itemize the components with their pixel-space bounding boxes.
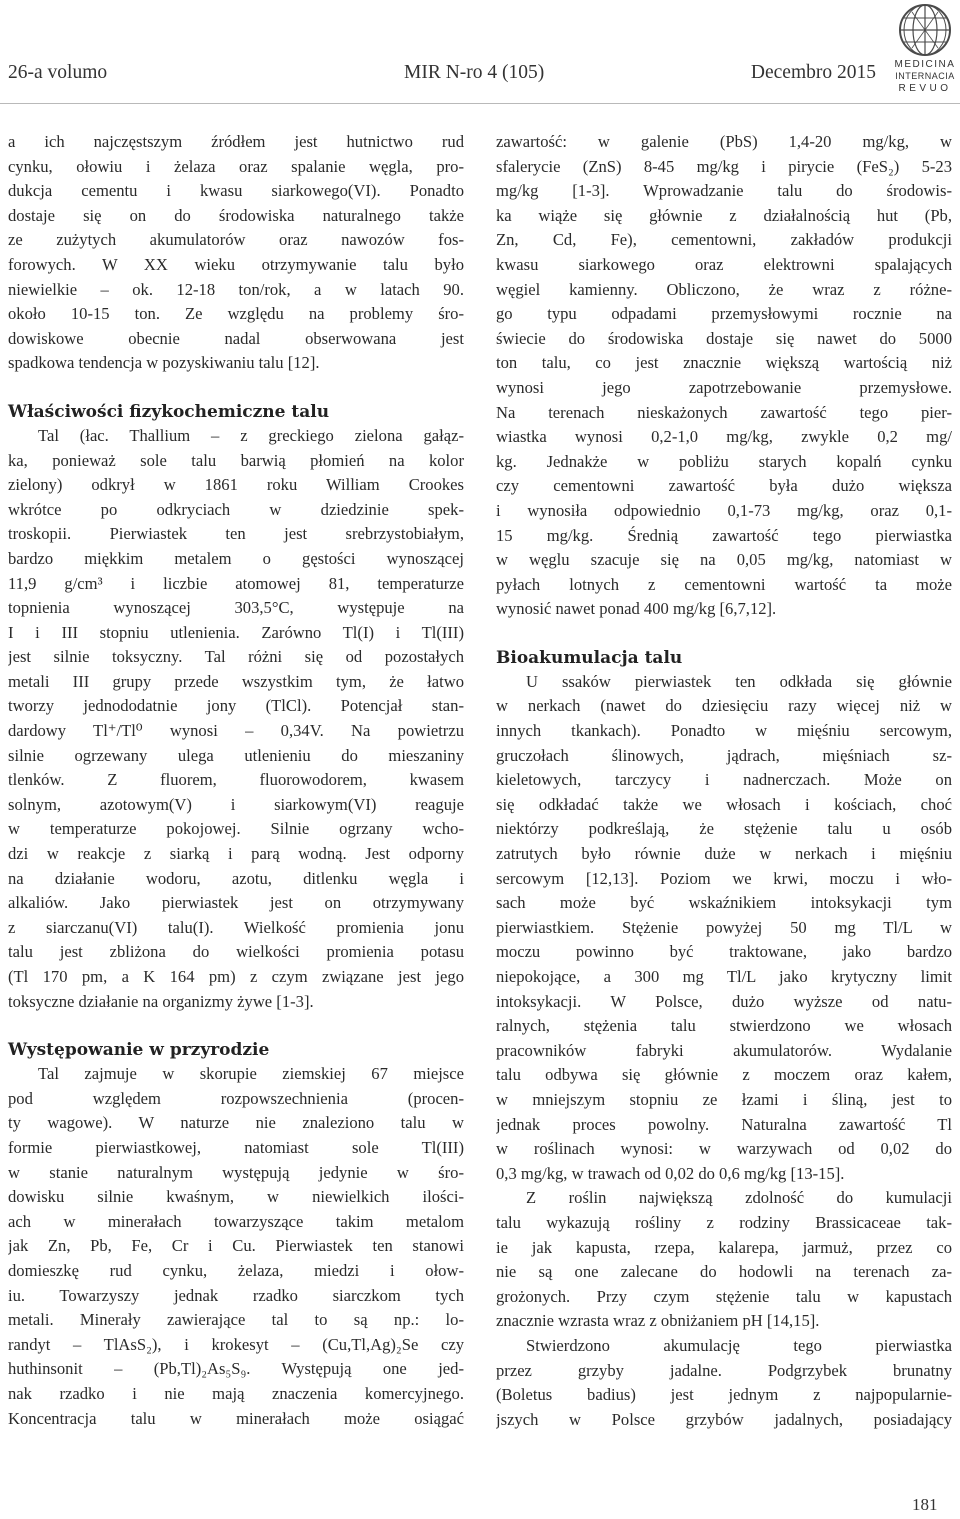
text-line: pod względem rozpowszechnienia (procen- bbox=[8, 1088, 464, 1108]
text-line: jednak proces powolny. Naturalna zawartość Tl bbox=[496, 1114, 952, 1134]
section-gap bbox=[496, 622, 952, 634]
text-line: Na terenach nieskażonych zawartość tego pier- bbox=[496, 402, 952, 422]
text-line: (Tl 170 pm, a K 164 pm) z czym związane jest jego bbox=[8, 967, 464, 986]
text-line: jak Zn, Pb, Fe, Cr i Cu. Pierwiastek ten stanowi bbox=[8, 1236, 464, 1256]
text-line: domieszkę rud cynku, żelaza, miedzi i ołow- bbox=[8, 1260, 464, 1280]
logo-line-3: REVUO bbox=[898, 83, 952, 94]
text-line: na działanie wodoru, azotu, ditlenku węgla i bbox=[8, 868, 464, 888]
text-line: formie pierwiastkowej, natomiast sole Tl(III) bbox=[8, 1137, 464, 1157]
text-line: się odkładać także we włosach i kościach, choć bbox=[496, 794, 952, 814]
text-line: bardzo miękkim metalem o gęstości wynoszącej bbox=[8, 548, 464, 568]
text-line: ton talu, co jest znacznie większą wartością niż bbox=[496, 353, 952, 373]
text-line: cynku, ołowiu i żelaza oraz spalanie węgla, pro- bbox=[8, 156, 464, 176]
text-line: dukcja cementu i kwasu siarkowego(VI). Ponadto bbox=[8, 181, 464, 201]
page-number: 181 bbox=[912, 1495, 938, 1514]
text-line: jest silnie toksyczny. Tal różni się od pozostałych bbox=[8, 647, 464, 667]
text-line: kieletowych, tarczycy i nadnerczach. Może on bbox=[496, 770, 952, 790]
text-line: Zn, Cd, Fe), cementowni, zakładów produkcji bbox=[496, 230, 952, 250]
text-line: talu wykazują rośliny z rodziny Brassicaceae tak- bbox=[496, 1212, 952, 1232]
date-label: Decembro 2015 bbox=[750, 62, 876, 83]
text-line: ka, ponieważ sole talu barwią płomień na kolor bbox=[8, 450, 464, 470]
text-line: Koncentracja talu w minerałach może osiągać bbox=[8, 1408, 464, 1428]
journal-logo bbox=[892, 2, 958, 100]
text-line: sercowym [12,13]. Poziom we krwi, moczu i wło- bbox=[496, 868, 952, 888]
text-line: niektórzy podkreślają, że stężenie talu u osób bbox=[496, 819, 952, 839]
text-line: (Boletus badius) jest jednym z najpopularnie- bbox=[496, 1385, 952, 1405]
text-line: huthinsonit – (Pb,Tl)₂As₅S₉. Występują one jed- bbox=[8, 1359, 464, 1379]
text-line: nak rzadko i nie mają znaczenia komercyjnego. bbox=[8, 1383, 464, 1403]
text-line: w nerkach (nawet do dziesięciu razy więcej niż w bbox=[496, 696, 952, 716]
text-line: Stwierdzono akumulację tego pierwiastka bbox=[526, 1335, 952, 1355]
section-heading: Właściwości fizykochemiczne talu bbox=[8, 401, 330, 422]
text-line: dzi w reakcje z siarką i parą wodną. Jest odporny bbox=[8, 844, 464, 864]
text-line: węgiel kamienny. Obliczono, że wraz z różne- bbox=[496, 279, 952, 299]
section-heading: Bioakumulacja talu bbox=[496, 647, 683, 668]
text-line: topnienia wynoszącej 303,5°C, występuje na bbox=[8, 598, 464, 618]
text-line: pyłach lotnych z cementowni wartość ta może bbox=[496, 574, 952, 594]
text-line: sfalerycie (ZnS) 8-45 mg/kg i pirycie (FeS₂) 5-23 bbox=[496, 156, 952, 176]
text-line: kwasu siarkowego oraz elektrowni spalających bbox=[496, 254, 952, 274]
text-line: 11,9 g/cm³ i liczbie atomowej 81, temperaturze bbox=[8, 573, 464, 593]
text-line: metali III grupy przede wszystkim tym, że łatwo bbox=[8, 671, 464, 691]
text-line: wiastka wynosi 0,2-1,0 mg/kg, zwykle 0,2 mg/ bbox=[496, 427, 952, 447]
text-line: sach może być wskaźnikiem intoksykacji tym bbox=[496, 893, 952, 913]
text-line: spadkowa tendencja w pozyskiwaniu talu [12]. bbox=[8, 353, 320, 373]
text-line: grożonych. Przy czym stężenie talu w kapustach bbox=[496, 1286, 952, 1306]
text-line: zawartość: w galenie (PbS) 1,4-20 mg/kg, w bbox=[496, 132, 952, 151]
text-line: solnym, azotowym(V) i siarkowym(VI) reaguje bbox=[8, 794, 464, 814]
text-line: ie jak kapusta, rzepa, kalarepa, jarmuż, przez co bbox=[496, 1237, 952, 1257]
header-divider bbox=[0, 103, 960, 104]
text-line: Z roślin największą zdolność do kumulacji bbox=[526, 1188, 952, 1208]
globe-icon bbox=[892, 2, 958, 58]
text-line: go typu odpadami przemysłowymi rocznie na bbox=[496, 304, 952, 324]
text-line: toksyczne działanie na organizmy żywe [1-3]. bbox=[8, 991, 314, 1011]
logo-line-1: MEDICINA bbox=[894, 59, 956, 70]
text-line: świecie do środowiska dostaje się nawet do 5000 bbox=[496, 328, 952, 348]
issue-label: MIR N-ro 4 (105) bbox=[404, 62, 545, 83]
text-line: nie są one zalecane do hodowli na terenach za- bbox=[496, 1262, 952, 1282]
text-line: w temperaturze pokojowej. Silnie ogrzany wcho- bbox=[8, 819, 464, 839]
text-line: intoksykacji. W Polsce, dużo wyższe od natu- bbox=[496, 991, 952, 1011]
text-line: pierwiastkiem. Stężenie powyżej 50 mg Tl/L w bbox=[496, 917, 952, 937]
text-line: Tal (łac. Thallium – z greckiego zielona gałąz- bbox=[38, 425, 464, 445]
right-column bbox=[496, 130, 952, 1432]
text-line: Tal zajmuje w skorupie ziemskiej 67 miejsce bbox=[38, 1064, 464, 1084]
text-line: dostaje się on do środowiska naturalnego także bbox=[8, 205, 464, 225]
section-gap bbox=[8, 376, 464, 388]
text-line: ka wiąże się głównie z działalnością hut (Pb, bbox=[496, 205, 952, 225]
text-line: ralnych, stężenia talu stwierdzono we włosach bbox=[496, 1016, 952, 1036]
logo-line-2: INTERNACIA bbox=[895, 71, 955, 81]
text-line: ze zużytych akumulatorów oraz nawozów fos- bbox=[8, 230, 464, 250]
text-line: dowiskowe obecnie nadal obserwowana jest bbox=[8, 328, 464, 348]
text-line: alkaliów. Jako pierwiastek jest on otrzymywany bbox=[8, 893, 464, 913]
text-line: talu odbywa się głównie z moczem oraz kałem, bbox=[496, 1065, 952, 1085]
text-line: wkrótce po odkryciach w dziedzinie spek- bbox=[8, 499, 464, 519]
text-line: z siarczanu(VI) talu(I). Wielkość promienia jonu bbox=[8, 917, 464, 937]
text-line: dardowy Tl⁺/Tl⁰ wynosi – 0,34V. Na powietrzu bbox=[8, 721, 464, 741]
running-header bbox=[8, 62, 876, 96]
text-line: tworzy jednododatnie jony (TlCl). Potencjał stan- bbox=[8, 696, 464, 716]
text-line: mg/kg [1-3]. Wprowadzanie talu do środowis- bbox=[496, 181, 952, 201]
text-line: metali. Minerały zawierające tal to są np.: lo- bbox=[8, 1310, 464, 1330]
text-line: troskopii. Pierwiastek ten jest srebrzystobiałym, bbox=[8, 524, 464, 544]
text-line: niewielkie – ok. 12-18 ton/rok, a w latach 90. bbox=[8, 279, 464, 299]
text-line: moczu powinno być traktowane, jako bardzo bbox=[496, 942, 952, 962]
section-heading: Występowanie w przyrodzie bbox=[8, 1040, 270, 1061]
text-line: U ssaków pierwiastek ten odkłada się głównie bbox=[526, 671, 952, 691]
text-line: jszych w Polsce grzybów jadalnych, posiadający bbox=[496, 1409, 952, 1429]
text-line: w mniejszym stopniu ze łzami i śliną, jest to bbox=[496, 1089, 952, 1109]
text-line: gruczołach ślinowych, jądrach, mięśniach sz- bbox=[496, 745, 952, 765]
text-line: silnie ogrzewany ulega utlenieniu do mieszaniny bbox=[8, 745, 464, 765]
text-line: tlenków. Z fluorem, fluorowodorem, kwasem bbox=[8, 770, 464, 790]
text-line: a ich najczęstszym źródłem jest hutnictwo rud bbox=[8, 132, 464, 151]
text-line: ach w minerałach towarzyszące takim metalom bbox=[8, 1211, 464, 1231]
text-line: wynosi jego zapotrzebowanie przemysłowe. bbox=[496, 377, 952, 397]
section-gap bbox=[8, 1014, 464, 1026]
text-line: przez grzyby jadalne. Podgrzybek brunatny bbox=[496, 1360, 952, 1380]
text-line: zielony) odkrył w 1861 roku William Crookes bbox=[8, 475, 464, 495]
text-line: w stanie naturalnym występują jedynie w śro- bbox=[8, 1162, 464, 1182]
text-line: dowisku silnie kwaśnym, w niewielkich ilości- bbox=[8, 1187, 464, 1207]
text-line: iu. Towarzyszy jednak rzadko siarczkom tych bbox=[8, 1285, 464, 1305]
left-column bbox=[8, 130, 464, 1431]
text-line: randyt – TlAsS₂), i krokesyt – (Cu,Tl,Ag)₂Se czy bbox=[8, 1334, 464, 1354]
volume-label: 26-a volumo bbox=[8, 62, 108, 83]
text-line: około 10-15 ton. Ze względu na problemy śro- bbox=[8, 304, 464, 324]
text-line: niepokojące, a 300 mg Tl/L jako krytyczny limit bbox=[496, 967, 952, 986]
text-line: ty wagowe). W naturze nie znaleziono talu w bbox=[8, 1113, 464, 1133]
text-line: kg. Jednakże w pobliżu starych kopalń cynku bbox=[496, 451, 952, 471]
text-line: zatrutych było równie duże w nerkach i mięśniu bbox=[496, 844, 952, 864]
text-line: i wynosiła odpowiednio 0,1-73 mg/kg, oraz 0,1- bbox=[496, 500, 952, 520]
text-line: w roślinach wynosi: w warzywach od 0,02 do bbox=[496, 1139, 952, 1159]
text-line: znacznie wzrasta wraz z obniżaniem pH [14,15]. bbox=[496, 1311, 820, 1331]
text-line: 0,3 mg/kg, w trawach od 0,02 do 0,6 mg/kg [13-15]. bbox=[496, 1163, 845, 1183]
text-line: 15 mg/kg. Średnią zawartość tego pierwiastka bbox=[496, 525, 952, 545]
text-line: talu jest zbliżona do wielkości promienia potasu bbox=[8, 942, 464, 962]
text-line: pracowników fabryki akumulatorów. Wydalanie bbox=[496, 1040, 952, 1060]
text-line: innych tkankach). Ponadto w mięśniu sercowym, bbox=[496, 721, 952, 741]
text-line: forowych. W XX wieku otrzymywanie talu było bbox=[8, 254, 464, 274]
text-line: wynosić nawet ponad 400 mg/kg [6,7,12]. bbox=[496, 599, 777, 619]
text-line: I i III stopniu utlenienia. Zarówno Tl(I) i Tl(III) bbox=[8, 622, 464, 642]
text-line: czy cementowni zawartość była dużo większa bbox=[496, 476, 952, 496]
text-line: w węglu szacuje się na 0,05 mg/kg, natomiast w bbox=[496, 550, 952, 570]
